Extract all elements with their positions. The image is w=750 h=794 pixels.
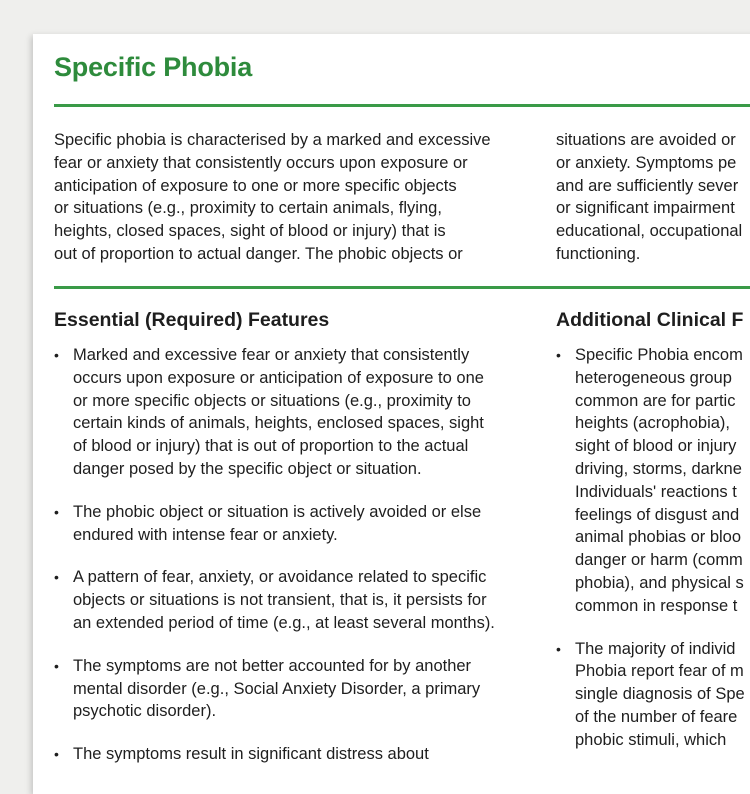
bullet-line: phobic stimuli, which [575,730,727,749]
bullet-line: or more specific objects or situations (e.g., proximity to [73,391,471,410]
intro-text-left [54,129,491,266]
bullet-line: The majority of individ [575,639,736,658]
bullet-line: Individuals' reactions t [575,482,737,501]
bullet-icon: • [54,746,59,763]
bullet-line: certain kinds of animals, heights, enclosed spaces, sight [73,414,484,433]
bullet-line: driving, storms, darkne [575,459,742,478]
bullet-line: Phobia report fear of m [575,662,744,681]
bullet-icon: • [54,503,59,520]
bullet-line: single diagnosis of Spe [575,685,745,704]
section-divider [54,286,750,289]
bullet-line: phobia), and physical s [575,573,744,592]
bullet-line: danger posed by the specific object or situation. [73,459,422,478]
essential-features-list [54,344,495,786]
intro-line: anticipation of exposure to one or more specific objects [54,176,457,195]
essential-features-heading: Essential (Required) Features [54,309,330,331]
bullet-icon: • [54,657,59,674]
bullet-line: heterogeneous group [575,368,732,387]
intro-line: functioning. [556,244,641,263]
list-item [556,344,745,618]
bullet-line: animal phobias or bloo [575,528,742,547]
intro-line: out of proportion to actual danger. The phobic objects or [54,244,463,263]
intro-line: or situations (e.g., proximity to certain animals, flying, [54,199,442,218]
bullet-line: The symptoms are not better accounted for by another [73,656,472,675]
bullet-line: endured with intense fear or anxiety. [73,525,338,544]
intro-line: heights, closed spaces, sight of blood or injury) that is [54,222,446,241]
bullet-line: objects or situations is not transient, that is, it persists for [73,591,487,610]
bullet-icon: • [556,347,561,363]
bullet-line: of the number of feare [575,707,738,726]
bullet-line: Marked and excessive fear or anxiety that consistently [73,346,470,364]
list-item [54,566,495,634]
intro-line: and are sufficiently sever [556,176,739,195]
additional-features-list [556,344,745,772]
intro-line: Specific phobia is characterised by a marked and excessive [54,131,491,149]
list-item [54,743,495,766]
intro-line: or significant impairment [556,199,735,218]
bullet-icon: • [54,347,59,363]
page-title: Specific Phobia [54,52,253,82]
bullet-line: danger or harm (comm [575,551,743,570]
bullet-line: psychotic disorder). [73,702,217,721]
intro-line: situations are avoided or [556,131,736,149]
bullet-line: an extended period of time (e.g., at least several months). [73,613,495,632]
list-item [54,655,495,723]
list-item [556,638,745,752]
intro-line: fear or anxiety that consistently occurs upon exposure or [54,153,468,172]
list-item [54,344,495,481]
bullet-line: The symptoms result in significant distress about [73,745,429,764]
bullet-line: mental disorder (e.g., Social Anxiety Disorder, a primary [73,679,481,698]
bullet-line: occurs upon exposure or anticipation of exposure to one [73,368,484,387]
bullet-line: The phobic object or situation is actively avoided or else [73,502,482,521]
bullet-line: feelings of disgust and [575,505,740,524]
bullet-icon: • [54,569,59,586]
bullet-line: common are for partic [575,391,736,410]
bullet-line: of blood or injury) that is out of proportion to the actual [73,437,469,456]
bullet-line: Specific Phobia encom [575,346,743,364]
title-divider [54,104,750,107]
bullet-icon: • [556,640,561,657]
bullet-line: A pattern of fear, anxiety, or avoidance related to specific [73,568,487,587]
intro-line: educational, occupational [556,222,743,241]
intro-line: or anxiety. Symptoms pe [556,153,737,172]
bullet-line: heights (acrophobia), [575,414,731,433]
bullet-line: sight of blood or injury [575,437,737,456]
bullet-line: common in response t [575,596,738,615]
list-item [54,501,495,547]
intro-text-right [556,129,742,266]
additional-features-heading: Additional Clinical F [556,309,744,331]
